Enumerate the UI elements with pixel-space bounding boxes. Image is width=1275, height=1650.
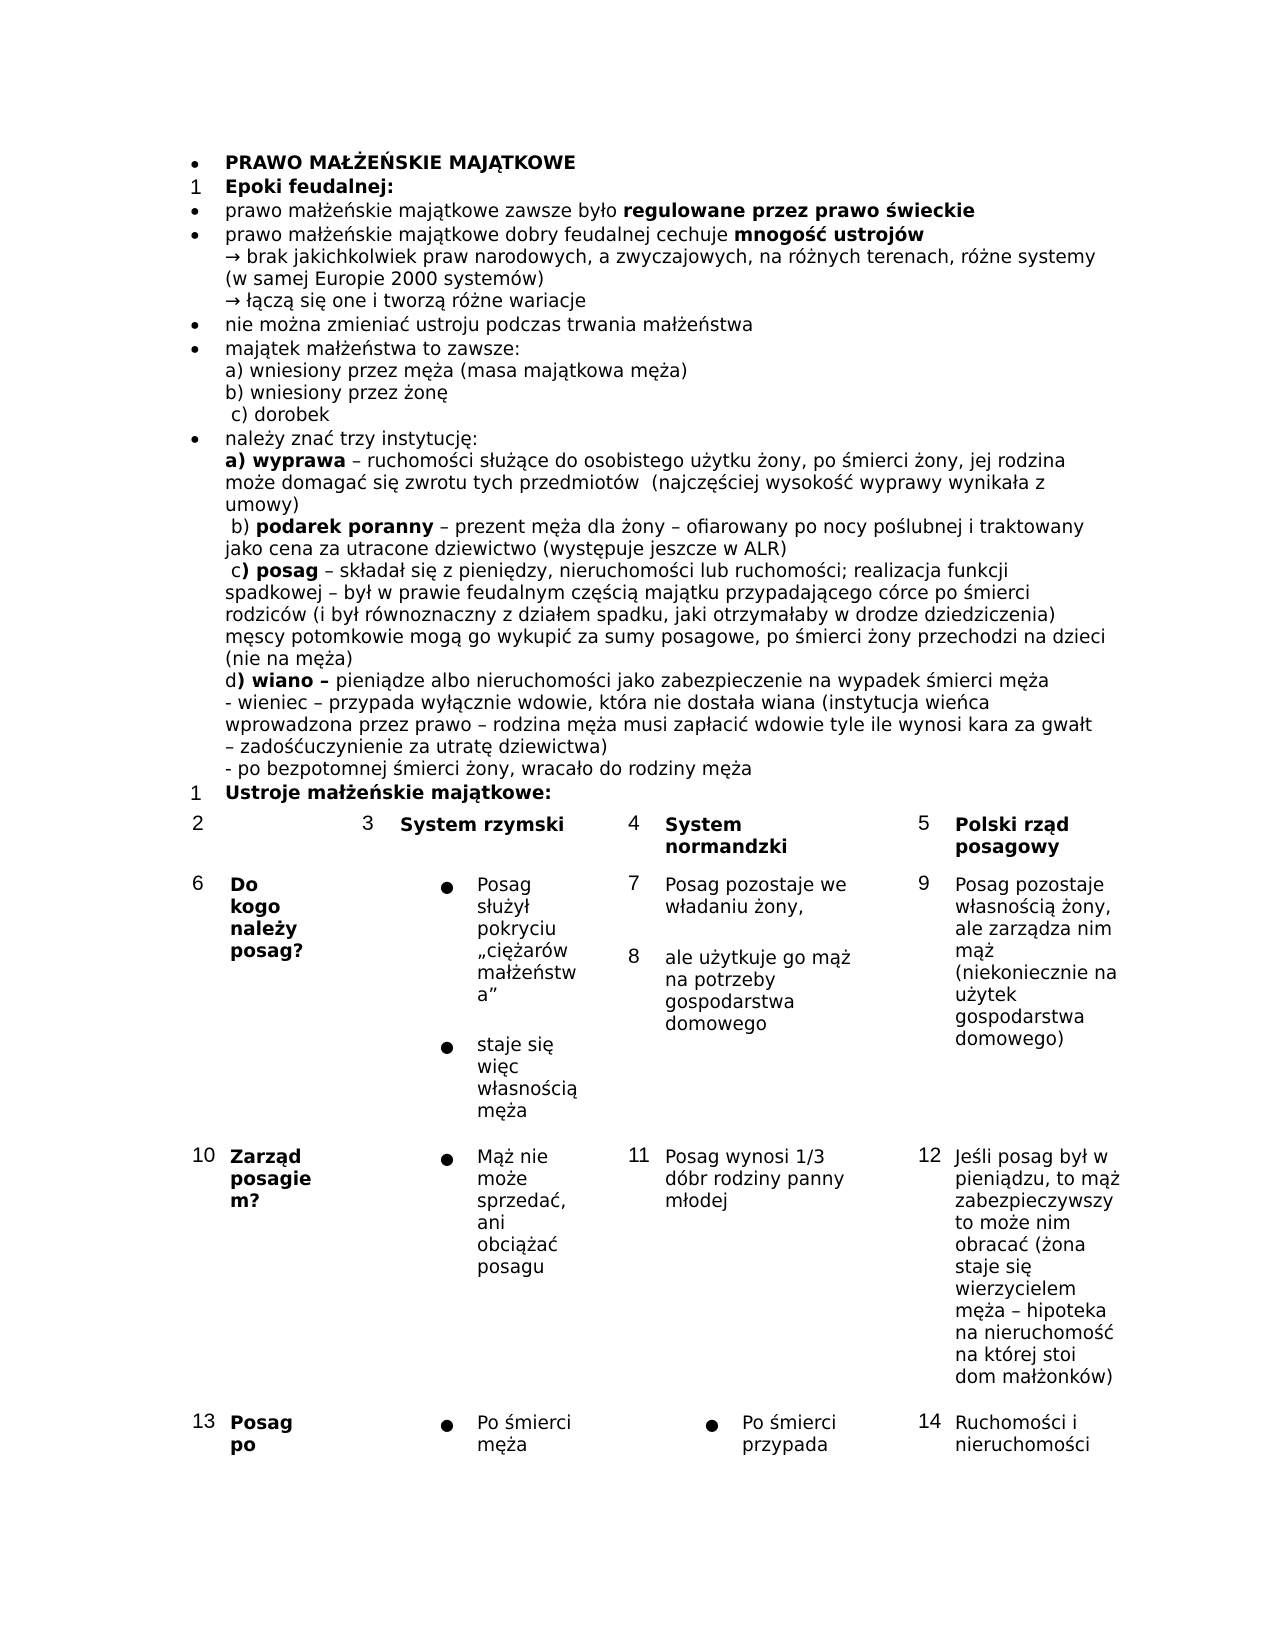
- item-line: rodziców (i był równoznaczny z działem spadku, jaki otrzymałaby w drodze dziedziczenia): [225, 605, 1056, 626]
- table-cell: gospodarstwa: [955, 1007, 1085, 1028]
- item-line: może domagać się zwrotu tych przedmiotów (najczęściej wysokość wyprawy wynikała z: [225, 473, 1045, 494]
- item-line: [225, 561, 1008, 584]
- row-number: 3: [362, 812, 374, 835]
- item-line: (nie na męża): [225, 649, 353, 670]
- table-cell: własnością: [477, 1079, 578, 1100]
- bullet-icon: ●: [440, 1037, 454, 1056]
- table-cell: Posag: [477, 875, 532, 896]
- table-cell: zabezpieczywszy: [955, 1191, 1114, 1212]
- table-cell: posagu: [477, 1257, 545, 1278]
- table-cell: domowego: [665, 1014, 767, 1035]
- section-title: [225, 177, 394, 200]
- page-title: [225, 153, 576, 176]
- section-title-text: Ustroje małżeńskie majątkowe:: [225, 783, 552, 804]
- term-prefix: b): [225, 517, 256, 538]
- bullet-icon: ●: [440, 1149, 454, 1168]
- table-cell: pieniądzu, to mąż: [955, 1169, 1120, 1190]
- table-cell: należy: [230, 919, 298, 940]
- table-cell: ale użytkuje go mąż: [665, 948, 851, 969]
- table-cell: Po śmierci: [477, 1413, 572, 1434]
- table-cell: staje się: [955, 1257, 1032, 1278]
- section-title: [225, 783, 552, 806]
- item-line: b) wniesiony przez żonę: [225, 383, 449, 404]
- table-cell: na nieruchomość: [955, 1323, 1114, 1344]
- table-cell: Ruchomości i: [955, 1413, 1078, 1434]
- table-cell: użytek: [955, 985, 1017, 1006]
- table-cell: Posag wynosi 1/3: [665, 1147, 825, 1168]
- item-line: - po bezpotomnej śmierci żony, wracało do rodziny męża: [225, 759, 753, 780]
- row-number: 2: [192, 812, 204, 835]
- term-label: a) wyprawa: [225, 451, 346, 472]
- table-cell: a”: [477, 985, 498, 1006]
- table-cell: po: [230, 1435, 256, 1456]
- bullet-icon: ●: [440, 877, 454, 896]
- table-cell: staje się: [477, 1035, 554, 1056]
- table-cell: m?: [230, 1191, 261, 1212]
- table-cell: pokryciu: [477, 919, 557, 940]
- bullet-icon: ●: [190, 203, 200, 220]
- table-cell: ale zarządza nim: [955, 919, 1112, 940]
- table-cell: Jeśli posag był w: [955, 1147, 1109, 1168]
- header-system-rzymski: System rzymski: [400, 815, 565, 836]
- item-line: męscy potomkowie mogą go wykupić za sumy posagowe, po śmierci żony przechodzi na dzieci: [225, 627, 1106, 648]
- table-cell: więc: [477, 1057, 519, 1078]
- list-item: [225, 225, 924, 248]
- list-item: należy znać trzy instytucję:: [225, 429, 478, 450]
- row-number: 13: [192, 1410, 216, 1433]
- item-text: prawo małżeńskie majątkowe zawsze było: [225, 201, 623, 222]
- section-title-text: Epoki feudalnej:: [225, 177, 394, 198]
- bullet-icon: ●: [190, 341, 200, 358]
- table-cell: Posag: [230, 1413, 294, 1434]
- bullet-icon: ●: [190, 156, 200, 173]
- item-line: jako cena za utracone dziewictwo (występuje jeszcze w ALR): [225, 539, 788, 560]
- row-number: 8: [628, 945, 640, 968]
- item-bold: mnogość ustrojów: [733, 225, 925, 246]
- table-cell: obciążać: [477, 1235, 558, 1256]
- section-number: 1: [190, 176, 202, 199]
- table-cell: kogo: [230, 897, 281, 918]
- table-cell: małżeństw: [477, 963, 577, 984]
- bullet-icon: ●: [190, 227, 200, 244]
- row-number: 5: [918, 812, 930, 835]
- item-line: [225, 451, 1066, 474]
- item-line: spadkowej – był w prawie feudalnym częścią majątku przypadającego córce po śmierci: [225, 583, 1031, 604]
- table-cell: może: [477, 1169, 528, 1190]
- header-polski-rzad: Polski rząd: [955, 815, 1070, 836]
- table-cell: nieruchomości: [955, 1435, 1091, 1456]
- table-cell: własnością żony,: [955, 897, 1112, 918]
- table-cell: służył: [477, 897, 530, 918]
- table-cell: domowego): [955, 1029, 1065, 1050]
- table-cell: to może nim: [955, 1213, 1071, 1234]
- table-cell: na której stoi: [955, 1345, 1077, 1366]
- item-line: [225, 671, 1049, 694]
- table-cell: męża – hipoteka: [955, 1301, 1107, 1322]
- list-item: [225, 201, 975, 224]
- table-cell: posag?: [230, 941, 304, 962]
- item-line: → łączą się one i tworzą różne wariacje: [225, 291, 587, 312]
- row-number: 7: [628, 872, 640, 895]
- term-label: ) wiano –: [236, 671, 336, 692]
- item-line: c) dorobek: [225, 405, 330, 426]
- term-label: podarek poranny: [255, 517, 434, 538]
- header-polski-rzad: posagowy: [955, 837, 1060, 858]
- item-line: wprowadzona przez prawo – rodzina męża musi zapłacić wdowie tyle ile wynosi kara za gwałt: [225, 715, 1093, 736]
- section-number: 1: [190, 782, 202, 805]
- item-text: prawo małżeńskie majątkowe dobry feudalnej cechuje: [225, 225, 734, 246]
- title-text: PRAWO MAŁŻEŃSKIE MAJĄTKOWE: [225, 153, 577, 174]
- table-cell: męża: [477, 1101, 528, 1122]
- table-cell: młodej: [665, 1191, 728, 1212]
- list-item: majątek małżeństwa to zawsze:: [225, 339, 521, 360]
- table-cell: na potrzeby: [665, 970, 776, 991]
- table-cell: dom małżonków): [955, 1367, 1114, 1388]
- list-item: nie można zmieniać ustroju podczas trwania małżeństwa: [225, 315, 754, 336]
- table-cell: sprzedać,: [477, 1191, 567, 1212]
- item-line: a) wniesiony przez męża (masa majątkowa męża): [225, 361, 688, 382]
- table-cell: posagie: [230, 1169, 312, 1190]
- row-number: 14: [918, 1410, 942, 1433]
- bullet-icon: ●: [705, 1415, 719, 1434]
- table-cell: władaniu żony,: [665, 897, 804, 918]
- table-cell: „ciężarów: [477, 941, 568, 962]
- table-cell: mąż: [955, 941, 995, 962]
- term-prefix: d: [225, 671, 237, 692]
- table-cell: Zarząd: [230, 1147, 302, 1168]
- item-line: → brak jakichkolwiek praw narodowych, a zwyczajowych, na różnych terenach, różne systemy: [225, 247, 1096, 268]
- table-cell: dóbr rodziny panny: [665, 1169, 845, 1190]
- term-prefix: c: [225, 561, 242, 582]
- term-text: pieniądze albo nieruchomości jako zabezpieczenie na wypadek śmierci męża: [335, 671, 1050, 692]
- term-label: ) posag: [241, 561, 319, 582]
- table-cell: Po śmierci: [742, 1413, 837, 1434]
- item-line: (w samej Europie 2000 systemów): [225, 269, 545, 290]
- item-line: umowy): [225, 495, 300, 516]
- item-bold: regulowane przez prawo świeckie: [623, 201, 975, 222]
- table-cell: Do: [230, 875, 259, 896]
- table-cell: Posag pozostaje: [955, 875, 1105, 896]
- term-text: – składał się z pieniędzy, nieruchomości lub ruchomości; realizacja funkcji: [318, 561, 1009, 582]
- row-number: 4: [628, 812, 640, 835]
- bullet-icon: ●: [440, 1415, 454, 1434]
- row-number: 9: [918, 872, 930, 895]
- row-number: 12: [918, 1144, 942, 1167]
- item-line: - wieniec – przypada wyłącznie wdowie, która nie dostała wiana (instytucja wieńca: [225, 693, 990, 714]
- header-system-normandzki: System: [665, 815, 743, 836]
- table-cell: Mąż nie: [477, 1147, 549, 1168]
- bullet-icon: ●: [190, 431, 200, 448]
- table-cell: obracać (żona: [955, 1235, 1086, 1256]
- table-cell: ani: [477, 1213, 506, 1234]
- term-text: – prezent męża dla żony – ofiarowany po nocy poślubnej i traktowany: [433, 517, 1085, 538]
- table-cell: (niekoniecznie na: [955, 963, 1118, 984]
- row-number: 11: [628, 1144, 650, 1167]
- item-line: – zadośćuczynienie za utratę dziewictwa): [225, 737, 608, 758]
- table-cell: gospodarstwa: [665, 992, 795, 1013]
- table-cell: wierzycielem: [955, 1279, 1077, 1300]
- item-line: [225, 517, 1084, 540]
- row-number: 10: [192, 1144, 216, 1167]
- table-cell: Posag pozostaje we: [665, 875, 847, 896]
- term-text: – ruchomości służące do osobistego użytku żony, po śmierci żony, jej rodzina: [345, 451, 1066, 472]
- table-cell: męża: [477, 1435, 528, 1456]
- header-system-normandzki: normandzki: [665, 837, 788, 858]
- row-number: 6: [192, 872, 204, 895]
- table-cell: przypada: [742, 1435, 829, 1456]
- bullet-icon: ●: [190, 317, 200, 334]
